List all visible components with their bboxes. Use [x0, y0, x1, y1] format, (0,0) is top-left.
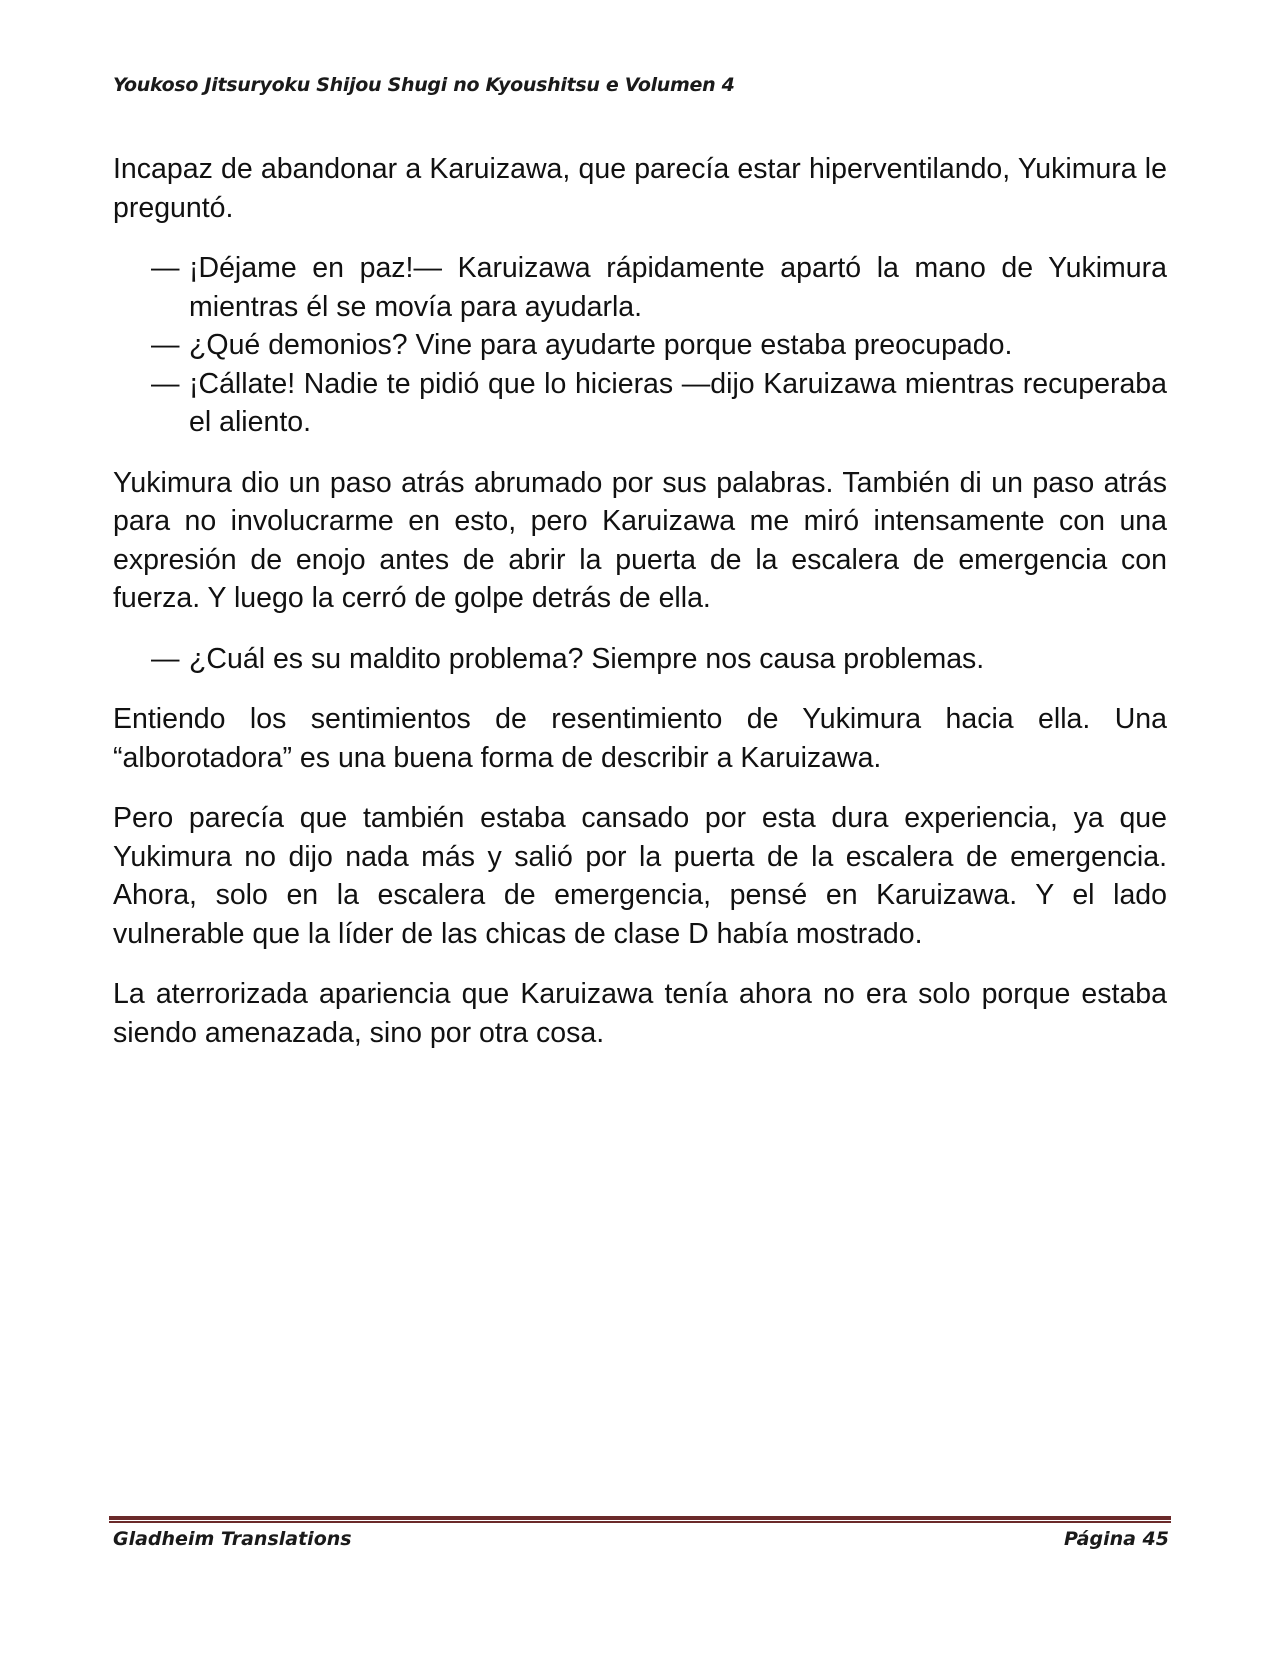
page-number: Página 45 [1063, 1528, 1169, 1550]
dialogue-block-2 [113, 640, 1167, 679]
running-header: Youkoso Jitsuryoku Shijou Shugi no Kyoushitsu e Volumen 4 [113, 74, 735, 96]
paragraph-4: Pero parecía que también estaba cansado por esta dura experiencia, ya que Yukimura no dijo nada más y salió por la puerta de la escalera de emergencia. Ahora, solo en la escalera de emergencia, pensé en Karuizawa. Y el lado vulnerable que la líder de las chicas de clase D había mostrado. [113, 802, 1167, 950]
page-body [113, 150, 1167, 1074]
dialogue-dash: — [151, 252, 180, 284]
dialogue-text: ¿Qué demonios? Vine para ayudarte porque estaba preocupado. [189, 329, 1013, 361]
dialogue-text: ¡Cállate! Nadie te pidió que lo hicieras —dijo Karuizawa mientras recuperaba el aliento. [189, 367, 1167, 438]
dialogue-dash: — [151, 642, 180, 675]
dialogue-line [113, 640, 1167, 679]
dialogue-text: ¡Déjame en paz!— Karuizawa rápidamente apartó la mano de Yukimura mientras él se movía para ayudarla. [189, 252, 1167, 323]
dialogue-block-1 [113, 249, 1167, 442]
paragraph-5: La aterrorizada apariencia que Karuizawa tenía ahora no era solo porque estaba siendo amenazada, sino por otra cosa. [113, 978, 1167, 1049]
dialogue-line [113, 365, 1167, 442]
footer-divider [109, 1516, 1171, 1523]
paragraph-3: Entiendo los sentimientos de resentimiento de Yukimura hacia ella. Una “alborotadora” es una buena forma de describir a Karuizawa. [113, 703, 1167, 774]
paragraph-2: Yukimura dio un paso atrás abrumado por sus palabras. También di un paso atrás para no involucrarme en esto, pero Karuizawa me miró intensamente con una expresión de enojo antes de abrir la puerta de la escalera de emergencia con fuerza. Y luego la cerró de golpe detrás de ella. [113, 466, 1167, 614]
paragraph-1: Incapaz de abandonar a Karuizawa, que parecía estar hiperventilando, Yukimura le preguntó. [113, 153, 1167, 224]
dialogue-line [113, 326, 1167, 365]
dialogue-dash: — [151, 367, 180, 400]
dialogue-line [113, 249, 1167, 326]
footer-credit: Gladheim Translations [113, 1528, 352, 1550]
dialogue-text: ¿Cuál es su maldito problema? Siempre nos causa problemas. [189, 642, 985, 675]
dialogue-dash: — [151, 329, 180, 361]
